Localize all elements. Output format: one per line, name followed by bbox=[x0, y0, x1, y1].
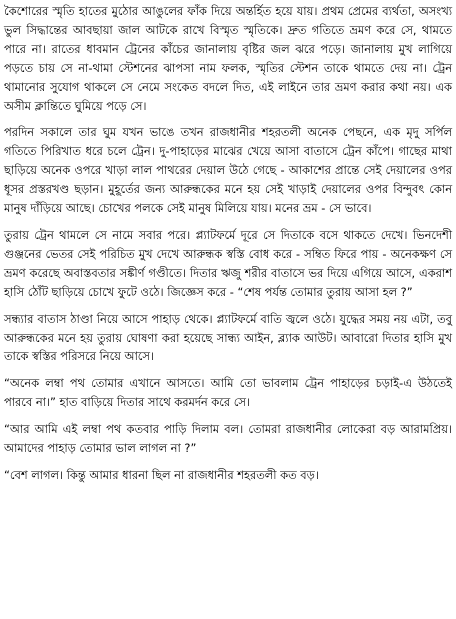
paragraph-4: সন্ধ্যার বাতাস ঠাণ্ডা নিয়ে আসে পাহাড় থেকে। প্ল্যাটফর্মে বাতি জ্বলে ওঠে। যুদ্ধের সময় নয় এটা, তবু আরুন্ধকের মনে হয় তুরায় ঘোষণা করা হয়েছে সান্ধ্য আইন, ব্ল্যাক আউট। আবারো দিতার হাসি মুখ তাকে স্বস্তির পরিসরে নিয়ে আসে। bbox=[4, 311, 452, 364]
paragraph-6: “আর আমি এই লম্বা পথ কতবার পাড়ি দিলাম বল। তোমরা রাজধানীর লোকেরা বড় আরামপ্রিয়। আমাদের পাহাড় তোমার ভাল লাগল না ?” bbox=[4, 422, 452, 456]
paragraph-5: “অনেক লম্বা পথ তোমার এখানে আসতে। আমি তো ভাবলাম ট্রেন পাহাড়ের চড়াই-এ উঠতেই পারবে না।” হাত বাড়িয়ে দিতার সাথে করমর্দন করে সে। bbox=[4, 376, 452, 410]
document-page bbox=[4, 2, 452, 485]
paragraph-7: “বেশ লাগল। কিন্তু আমার ধারনা ছিল না রাজধানীর শহরতলী কত বড়। bbox=[4, 467, 319, 482]
paragraph-2: পরদিন সকালে তার ঘুম যখন ভাঙে তখন রাজধানীর শহরতলী অনেক পেছনে, এক মৃদু সর্পিল গতিতে পিরিখাত ধরে চলে ট্রেন। দু-পাহাড়ের মাঝের খেয়ে আসা বাতাসে ট্রেন কাঁপে। গাছের মাথা ছাড়িয়ে অনেক ওপরে খাড়া লাল পাথরের দেয়াল উঠে গেছে - আকাশের প্রান্তে সেই দেয়ালের ওপর ধূসর প্রস্তরখণ্ড ছড়ান। মুহূর্তের জন্য আরুন্ধকের মনে হয় সেই খাড়াই দেয়ালের ওপর বিন্দুবৎ কোন মানুষ দাঁড়িয়ে আছে। চোখের পলকে সেই মানুষ মিলিয়ে যায়। মনের ভ্রম - সে ভাবে। bbox=[4, 125, 452, 216]
paragraph-3: তুরায় ট্রেন থামলে সে নামে সবার পরে। প্ল্যাটফর্মে দূরে সে দিতাকে বসে থাকতে দেখে। ভিনদেশী গুঞ্জনের ভেতর সেই পরিচিত মুখ দেখে আরুন্ধক স্বস্তি বোধ করে - সম্বিত ফিরে পায় - অনেকক্ষণ সে ভ্রমণ করেছে অবাস্তবতার সঙ্কীর্ণ গণ্ডীতে। দিতার ঋজু শরীর বাতাসে ভর দিয়ে এগিয়ে আসে, একরাশ হাসি ঠোঁট ছাড়িয়ে চোখে ফুটে ওঠে। জিজ্ঞেস করে - “শেষ পর্যন্ত তোমার তুরায় আসা হল ?” bbox=[4, 227, 452, 299]
paragraph-1: কৈশোরের স্মৃতি হাতের মুঠোর আঙুলের ফাঁক দিয়ে অন্তর্হিত হয়ে যায়। প্রথম প্রেমের ব্যর্থতা, অসংখ্য ভুল সিদ্ধান্তের আবছায়া জাল আটকে রাখে বিস্মৃত স্মৃতিকে। দ্রুত গতিতে ভ্রমণ করে সে, থামতে পারে না। রাতের ধাবমান ট্রেনের কাঁচের জানালায় বৃষ্টির জল ঝরে পড়ে। জানালায় মুখ লাগিয়ে পড়তে চায় সে না-থামা স্টেশনের ঝাপসা নাম ফলক, স্মৃতির স্টেশন তাকে থামতে দেয় না। ট্রেন থামানোর সুযোগ থাকলে সে নেমে সংকেত বদলে দিত, এই লাইনে তার ভ্রমণ করার কথা নয়। এক অসীম ক্লান্তিতে ঘুমিয়ে পড়ে সে। bbox=[4, 4, 452, 113]
